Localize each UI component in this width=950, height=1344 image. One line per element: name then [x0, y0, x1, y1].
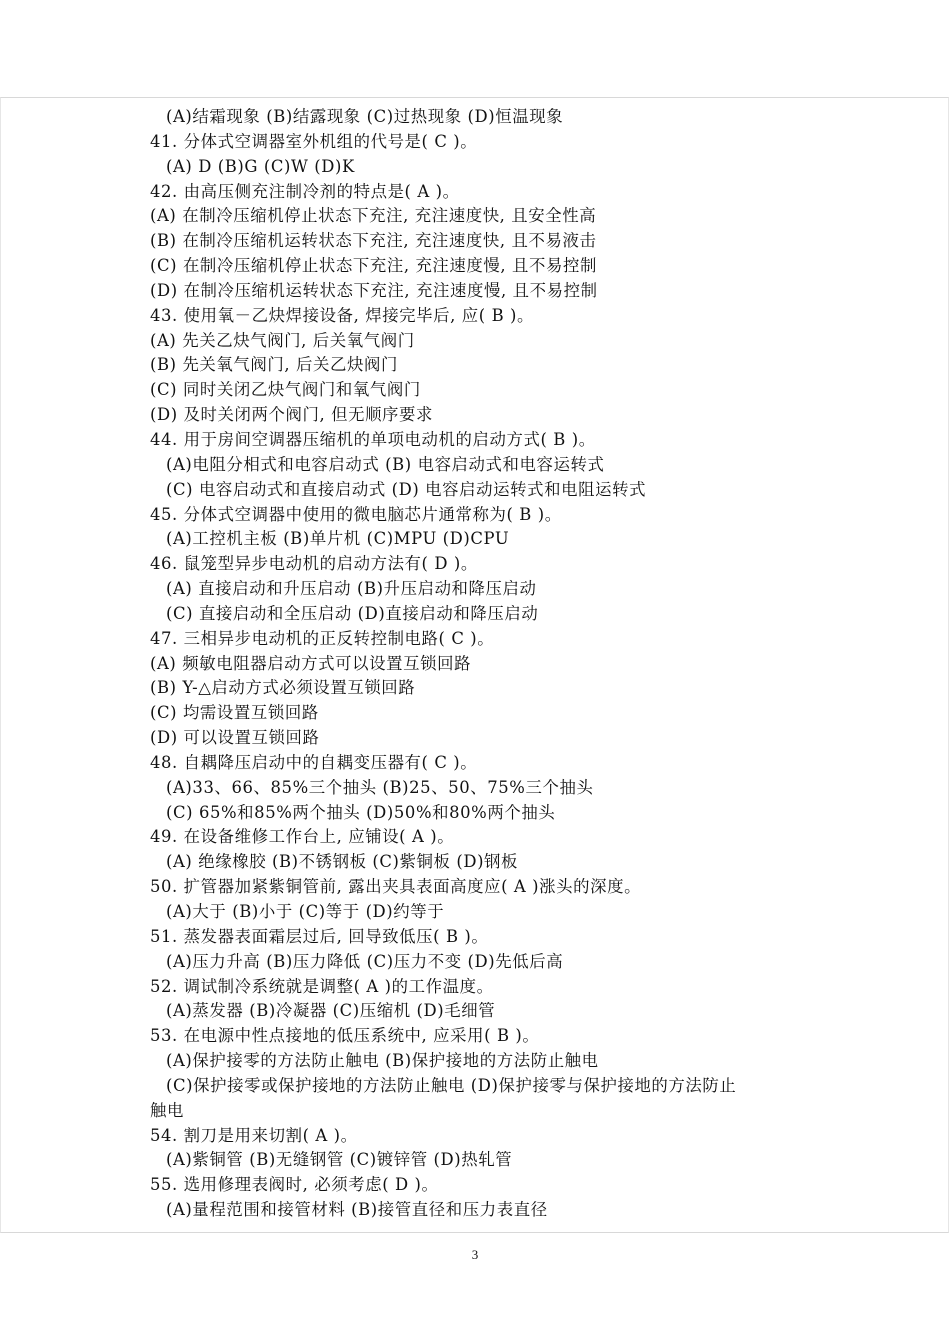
- text-line: 54. 割刀是用来切割( A )。: [150, 1125, 358, 1145]
- text-line: (C)保护接零或保护接地的方法防止触电 (D)保护接零与保护接地的方法防止: [166, 1075, 737, 1095]
- text-line: (D) 及时关闭两个阀门, 但无顺序要求: [150, 405, 434, 425]
- text-line: (D) 在制冷压缩机运转状态下充注, 充注速度慢, 且不易控制: [150, 280, 598, 300]
- text-line: 45. 分体式空调器中使用的微电脑芯片通常称为( B )。: [150, 504, 562, 524]
- text-line: (D) 可以设置互锁回路: [150, 728, 320, 748]
- text-line: (A) 直接启动和升压启动 (B)升压启动和降压启动: [166, 579, 537, 599]
- text-line: 46. 鼠笼型异步电动机的启动方法有( D )。: [150, 554, 478, 574]
- text-line: (C) 均需设置互锁回路: [150, 703, 319, 723]
- text-line: 49. 在设备维修工作台上, 应铺设( A )。: [150, 827, 455, 847]
- text-line: 52. 调试制冷系统就是调整( A )的工作温度。: [150, 976, 494, 996]
- text-line: (A)紫铜管 (B)无缝钢管 (C)镀锌管 (D)热轧管: [166, 1150, 513, 1170]
- text-line: (A) 频敏电阻器启动方式可以设置互锁回路: [150, 653, 472, 673]
- text-line: (A)33、66、85%三个抽头 (B)25、50、75%三个抽头: [166, 777, 594, 797]
- text-line: (C) 电容启动式和直接启动式 (D) 电容启动运转式和电阻运转式: [166, 479, 647, 499]
- text-line: (C) 在制冷压缩机停止状态下充注, 充注速度慢, 且不易控制: [150, 256, 597, 276]
- text-line: (A)蒸发器 (B)冷凝器 (C)压缩机 (D)毛细管: [166, 1001, 496, 1021]
- text-line: 47. 三相异步电动机的正反转控制电路( C )。: [150, 628, 495, 648]
- text-line: (A)保护接零的方法防止触电 (B)保护接地的方法防止触电: [166, 1051, 599, 1071]
- page-number: 3: [471, 1247, 479, 1262]
- text-line: (C) 同时关闭乙炔气阀门和氧气阀门: [150, 380, 421, 400]
- text-line: (A)量程范围和接管材料 (B)接管直径和压力表直径: [166, 1200, 548, 1220]
- text-line: 53. 在电源中性点接地的低压系统中, 应采用( B )。: [150, 1026, 540, 1046]
- text-line: (A) 绝缘橡胶 (B)不锈钢板 (C)紫铜板 (D)钢板: [166, 852, 519, 872]
- text-line: (A)压力升高 (B)压力降低 (C)压力不变 (D)先低后高: [166, 951, 564, 971]
- text-line: 43. 使用氧－乙炔焊接设备, 焊接完毕后, 应( B )。: [150, 305, 535, 325]
- text-line: (B) Y-△启动方式必须设置互锁回路: [150, 678, 416, 698]
- text-line: 55. 选用修理表阀时, 必须考虑( D )。: [150, 1175, 439, 1195]
- text-line: 44. 用于房间空调器压缩机的单项电动机的启动方式( B )。: [150, 429, 596, 449]
- text-line: (C) 65%和85%两个抽头 (D)50%和80%两个抽头: [166, 802, 556, 822]
- text-line: (A) 先关乙炔气阀门, 后关氧气阀门: [150, 330, 415, 350]
- text-line: (B) 在制冷压缩机运转状态下充注, 充注速度快, 且不易液击: [150, 231, 597, 251]
- text-line: 51. 蒸发器表面霜层过后, 回导致低压( B )。: [150, 926, 489, 946]
- text-line: 42. 由高压侧充注制冷剂的特点是( A )。: [150, 181, 460, 201]
- text-line: (A)结霜现象 (B)结露现象 (C)过热现象 (D)恒温现象: [166, 107, 564, 126]
- text-line: 触电: [150, 1100, 184, 1120]
- text-line: (A)工控机主板 (B)单片机 (C)MPU (D)CPU: [166, 529, 510, 549]
- text-line: (C) 直接启动和全压启动 (D)直接启动和降压启动: [166, 603, 539, 623]
- text-line: 48. 自耦降压启动中的自耦变压器有( C )。: [150, 752, 478, 772]
- text-line: (B) 先关氧气阀门, 后关乙炔阀门: [150, 355, 398, 375]
- text-line: (A) 在制冷压缩机停止状态下充注, 充注速度快, 且安全性高: [150, 206, 597, 226]
- text-line: (A) D (B)G (C)W (D)K: [166, 156, 355, 176]
- text-line: 50. 扩管器加紧紫铜管前, 露出夹具表面高度应( A )涨头的深度。: [150, 877, 642, 897]
- text-line: 41. 分体式空调器室外机组的代号是( C )。: [150, 131, 478, 151]
- text-line: (A)大于 (B)小于 (C)等于 (D)约等于: [166, 902, 445, 921]
- document-body: [148, 105, 828, 1223]
- text-line: (A)电阻分相式和电容启动式 (B) 电容启动式和电容运转式: [166, 454, 605, 474]
